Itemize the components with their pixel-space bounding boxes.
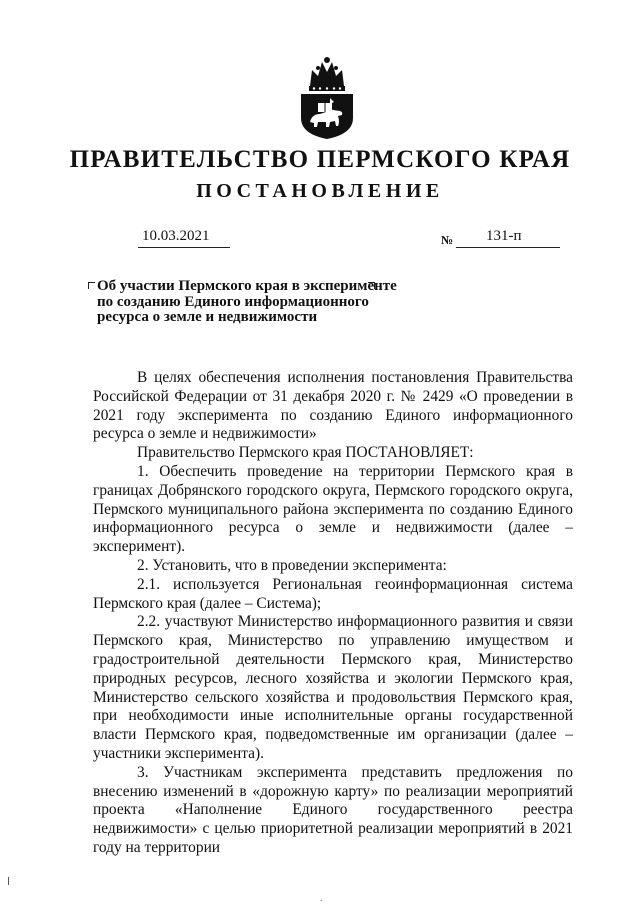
document-type: ПОСТАНОВЛЕНИЕ (196, 180, 444, 202)
document-body (93, 369, 573, 858)
coat-of-arms-icon (296, 56, 358, 140)
subject-line: ресурса о земле и недвижимости (97, 309, 318, 325)
paragraph-resolves: Правительство Пермского края ПОСТАНОВЛЯЕТ: (137, 444, 474, 462)
subject-line: Об участии Пермского края в эксперименте (97, 278, 397, 294)
number-sign: № (441, 233, 454, 247)
page-mark: . (320, 893, 323, 904)
scan-mark (8, 877, 9, 885)
paragraph-item-3: 3. Участникам эксперимента представить предложения по внесению изменений в «дорожную карту» по реализации мероприятий проекта «Наполнение Единого государственного реестра недвижимости» с целью приоритетной реализации мероприятий в 2021 году на территории (93, 763, 573, 856)
paragraph-item-1: 1. Обеспечить проведение на территории Пермского края в границах Добрянского городского округа, Пермского городского округа, Пермского муниципального района эксперимента по созданию Единого информационного ресурса о земле и недвижимости (далее – эксперимент). (93, 462, 573, 556)
subject-corner-left (88, 282, 95, 289)
government-title: ПРАВИТЕЛЬСТВО ПЕРМСКОГО КРАЯ (69, 146, 571, 173)
document-number: 131-п (456, 228, 560, 248)
paragraph-item-2-1: 2.1. используется Региональная геоинформационная система Пермского края (далее – Система); (93, 575, 573, 612)
paragraph-intro: В целях обеспечения исполнения постановления Правительства Российской Федерации от 31 декабря 2020 г. № 2429 «О проведении в 2021 году эксперимента по созданию Единого информационного ресурса о земле и недвижимости» (93, 369, 573, 443)
document-subject (97, 279, 437, 326)
document-date: 10.03.2021 (138, 228, 230, 248)
paragraph-item-2: 2. Установить, что в проведении эксперимента: (137, 556, 447, 574)
subject-line: по созданию Единого информационного (97, 293, 369, 310)
paragraph-item-2-2: 2.2. участвуют Министерство информационного развития и связи Пермского края, Министерство по управлению имуществом и градостроительной деятельности Пермского края, Министерство природных ресурсов, лесного хозяйства и экологии Пермского края, Министерство сельского хозяйства и продовольствия Пермского края, при необходимости иные исполнительные органы государственной власти Пермского края, подведомственные им организации (далее – участники эксперимента). (93, 613, 573, 762)
